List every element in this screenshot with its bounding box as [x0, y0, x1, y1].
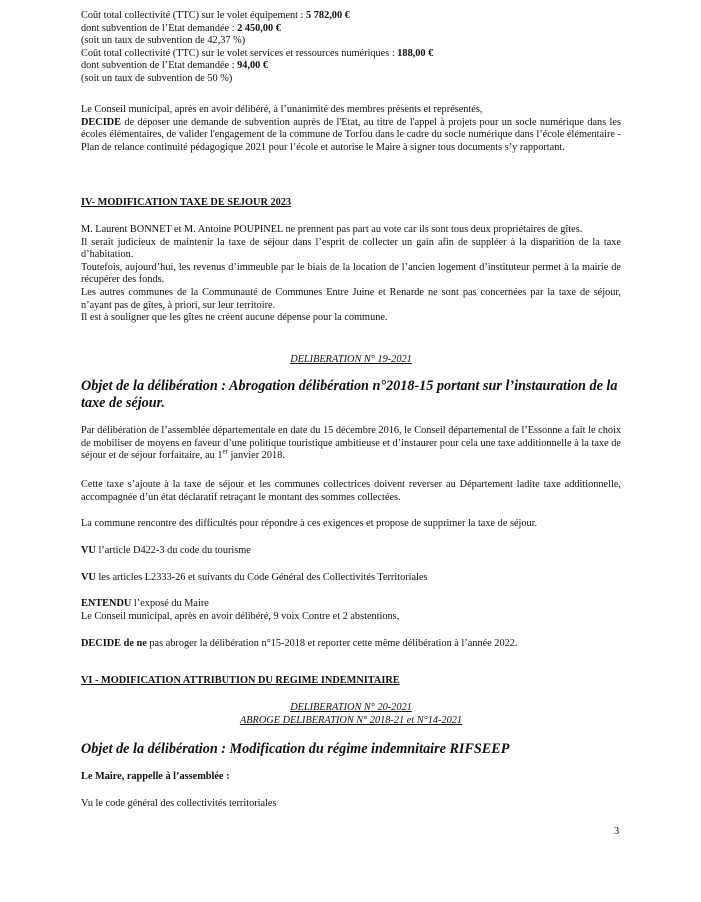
budget-line [81, 60, 621, 73]
superscript: er [222, 447, 228, 456]
decide-negation: ne [136, 638, 147, 649]
vu-line [81, 798, 621, 811]
budget-label: dont subvention de l’Etat demandée : [81, 22, 238, 34]
paragraph: La commune rencontre des difficultés pour répondre à ces exigences et propose de supprimer la taxe de séjour. [81, 518, 538, 529]
deliberation-object: Objet de la délibération : Modification du régime indemnitaire RIFSEEP [81, 741, 510, 757]
budget-line [81, 10, 621, 23]
vu-text: les articles L2333-26 et suivants du Code Général des Collectivités Territoriales [95, 572, 428, 583]
budget-amount: 94,00 € [237, 60, 269, 72]
budget-line [81, 23, 621, 36]
vu-line [81, 572, 621, 585]
budget-line [81, 48, 621, 61]
budget-line: (soit un taux de subvention de 42,37 %) [81, 35, 246, 47]
deliberation-number: DELIBERATION N° 19-2021 [290, 354, 412, 365]
paragraph-text: Par délibération de l’assemblée départementale en date du 15 décembre 2016, le Conseil départemental de l’Essonne a fait le choix de mobiliser de moyens en faveur d’une politique touristique ambitieuse et d’instaurer pour cela une taxe additionnelle à la taxe de séjour et de séjour forfaitaire, au 1 [81, 425, 621, 462]
vu-text: Vu le code général des collectivités territoriales [81, 798, 277, 809]
entendu-keyword: ENTENDU [81, 598, 132, 609]
budget-summary [81, 10, 621, 86]
decide-text: de déposer une demande de subvention auprès de l'Etat, au titre de l'appel à projets pour un socle numérique dans les écoles élémentaires, de valider l'engagement de la commune de Torfou dans le cadre du socle numérique dans l’école élémentaire - Plan de relance continuité pédagogique 2021 pour l’école et autorise le Maire à signer tous documents s’y rapportant. [81, 116, 621, 153]
paragraph: Toutefois, aujourd’hui, les revenus d’immeuble par le biais de la location de l’ancien logement d’instituteur permet à la mairie de récupérer des fonds. [81, 261, 621, 286]
budget-label: Coût total collectivité (TTC) sur le volet services et ressources numériques : [81, 47, 398, 59]
paragraph: Cette taxe s’ajoute à la taxe de séjour et les communes collectrices doivent reverser au Département ladite taxe additionnelle, accompagnée d’un état déclaratif retraçant le montant des sommes collectées. [81, 479, 621, 503]
vu-keyword: VU [81, 545, 96, 556]
deliberation-object: Objet de la délibération : Abrogation délibération n°2018-15 portant sur l’instauration de la taxe de séjour. [81, 378, 618, 411]
budget-label: dont subvention de l’Etat demandée : [81, 60, 238, 72]
paragraph [81, 425, 621, 463]
deliberation-header [81, 702, 621, 727]
entendu-text: l’exposé du Maire [131, 598, 209, 609]
budget-label: Coût total collectivité (TTC) sur le volet équipement : [81, 10, 307, 21]
paragraph: Les autres communes de la Communauté de Communes Entre Juine et Renarde ne sont pas concernées par la taxe de séjour, n’ayant pas de gîtes, à priori, sur leur territoire. [81, 286, 621, 311]
decide-line [81, 638, 621, 651]
page-number: 3 [614, 826, 620, 837]
budget-amount: 188,00 € [397, 47, 434, 59]
budget-amount: 2 450,00 € [237, 22, 281, 34]
paragraph: Il serait judicieux de maintenir la taxe de séjour dans l’esprit de collecter un gain afin de suppléer à la disparition de la taxe d’habitation. [81, 236, 621, 261]
budget-amount: 5 782,00 € [306, 10, 350, 21]
section-title: VI - MODIFICATION ATTRIBUTION DU REGIME INDEMNITAIRE [81, 675, 400, 686]
vu-keyword: VU [81, 572, 96, 583]
section-title: IV- MODIFICATION TAXE DE SEJOUR 2023 [81, 197, 292, 208]
budget-line: (soit un taux de subvention de 50 %) [81, 72, 233, 84]
entendu-block [81, 598, 621, 623]
section4-body [81, 224, 621, 325]
vu-line [81, 545, 621, 558]
vu-text: l’article D422-3 du code du tourisme [95, 545, 251, 556]
decide-keyword: DECIDE [81, 638, 122, 649]
paragraph: Il est à souligner que les gîtes ne créent aucune dépense pour la commune. [81, 312, 388, 324]
decide-connector: de [121, 638, 137, 649]
entendu-line [81, 598, 621, 611]
vote-line: Le Conseil municipal, après en avoir délibéré, 9 voix Contre et 2 abstentions, [81, 610, 400, 622]
maire-line: Le Maire, rappelle à l’assemblée : [81, 771, 230, 782]
paragraph-text: janvier 2018. [227, 450, 285, 462]
paragraph: M. Laurent BONNET et M. Antoine POUPINEL ne prennent pas part au vote car ils sont tous deux propriétaires de gîtes. [81, 224, 583, 235]
conseil-decide [81, 117, 621, 155]
conseil-intro: Le Conseil municipal, après en avoir délibéré, à l’unanimité des membres présents et représentés, [81, 104, 483, 115]
decide-keyword: DECIDE [81, 116, 122, 128]
decide-text: pas abroger la délibération n°15-2018 et reporter cette même délibération à l’année 2022. [146, 638, 518, 649]
deliberation-number: DELIBERATION N° 20-2021 [290, 702, 412, 713]
deliberation-abroge: ABROGE DELIBERATION N° 2018-21 et N°14-2021 [239, 714, 463, 726]
conseil-decision [81, 104, 621, 154]
